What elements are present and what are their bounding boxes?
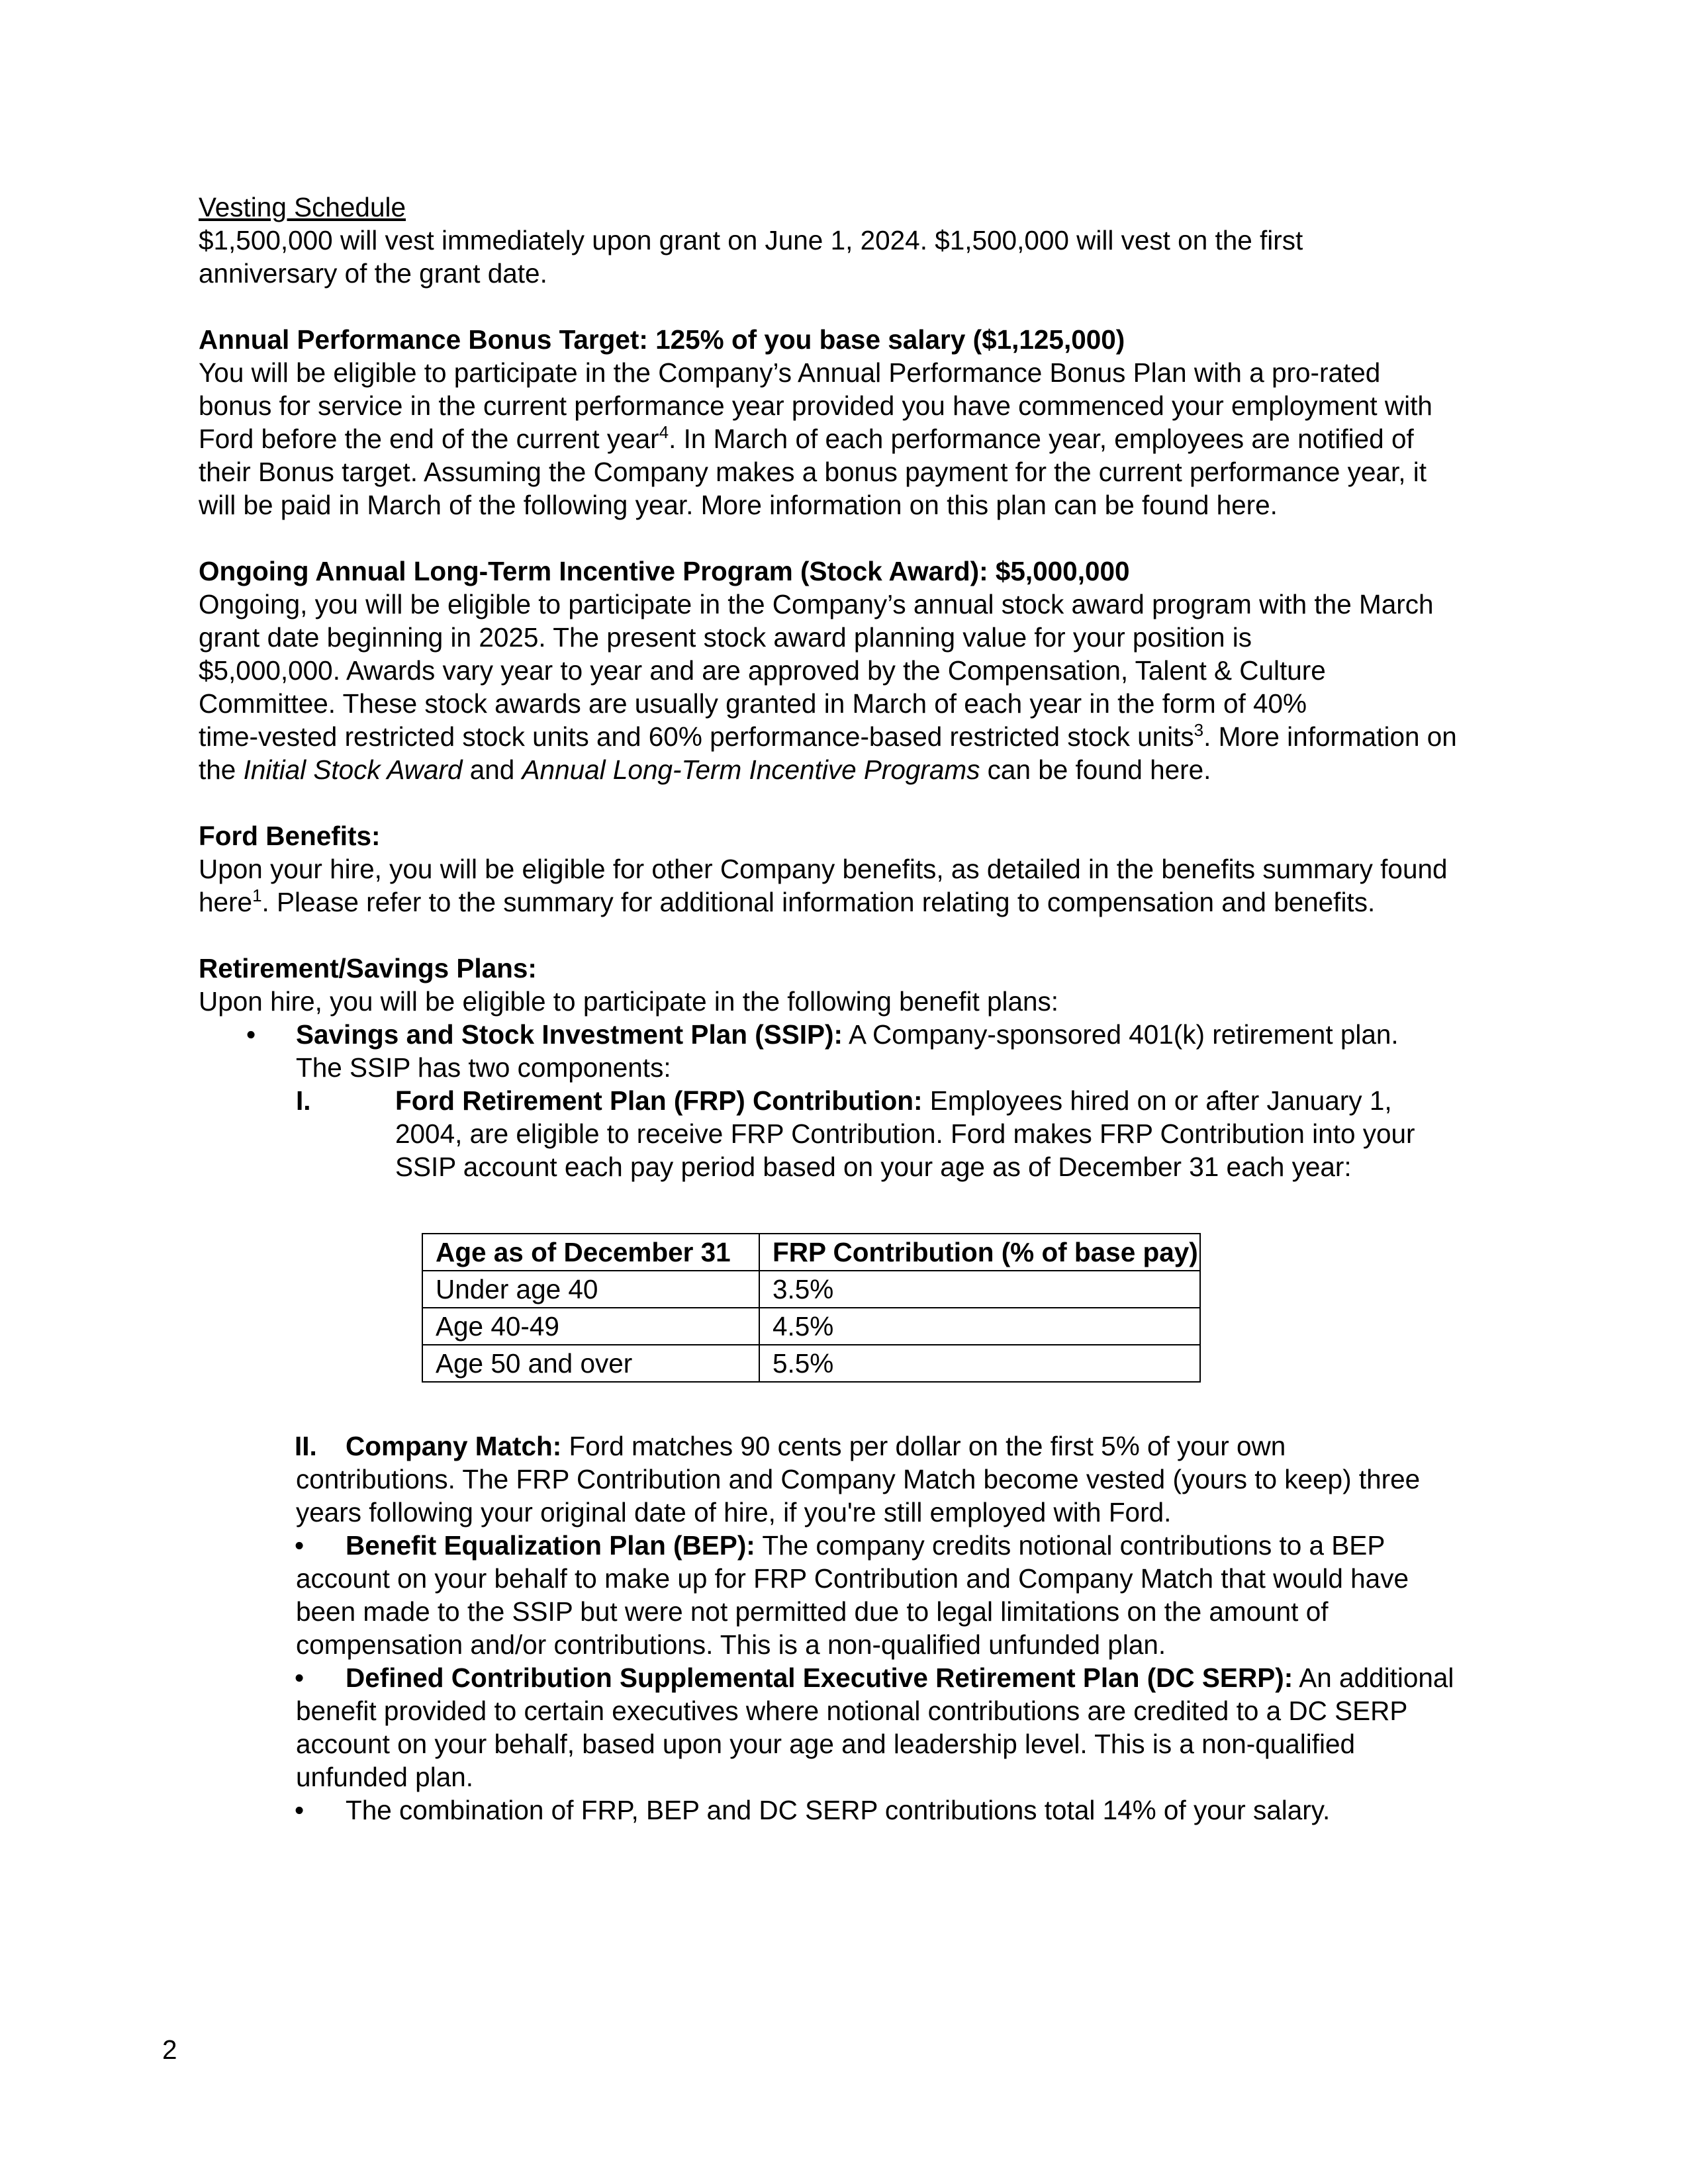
bep-term: Benefit Equalization Plan (BEP): xyxy=(346,1530,755,1561)
table-header-row xyxy=(422,1234,1200,1271)
ltip-line xyxy=(199,720,1509,753)
retirement-heading: Retirement/Savings Plans: xyxy=(199,953,537,983)
ltip-text: time-vested restricted stock units and 60% performance-based restricted stock units xyxy=(199,721,1194,752)
bonus-heading: Annual Performance Bonus Target: 125% of you base salary ($1,125,000) xyxy=(199,324,1125,355)
retirement-section xyxy=(199,952,1509,1018)
serp-line: unfunded plan. xyxy=(296,1762,473,1792)
footnote-ref-3: 3 xyxy=(1194,720,1204,740)
bonus-line: their Bonus target. Assuming the Company makes a bonus payment for the current performance year, it xyxy=(199,457,1427,487)
frp-item xyxy=(395,1084,1509,1183)
frp-contribution-table xyxy=(422,1233,1201,1383)
retirement-intro: Upon hire, you will be eligible to participate in the following benefit plans: xyxy=(199,986,1059,1017)
benefits-heading: Ford Benefits: xyxy=(199,821,381,851)
frp-text: Employees hired on or after January 1, xyxy=(922,1085,1392,1116)
table-header-cell: FRP Contribution (% of base pay) xyxy=(759,1234,1200,1271)
bep-line: account on your behalf to make up for FRP Contribution and Company Match that would have xyxy=(296,1563,1409,1594)
bep-line: compensation and/or contributions. This is a non-qualified unfunded plan. xyxy=(296,1629,1166,1660)
match-line: years following your original date of hire, if you're still employed with Ford. xyxy=(296,1497,1172,1527)
ssip-item xyxy=(296,1018,1509,1084)
frp-term: Ford Retirement Plan (FRP) Contribution: xyxy=(395,1085,923,1116)
frp-line: 2004, are eligible to receive FRP Contribution. Ford makes FRP Contribution into your xyxy=(395,1118,1415,1149)
match-line: contributions. The FRP Contribution and Company Match become vested (yours to keep) three xyxy=(296,1464,1421,1494)
serp-term: Defined Contribution Supplemental Executive Retirement Plan (DC SERP): xyxy=(346,1662,1293,1693)
table-header-cell: Age as of December 31 xyxy=(422,1234,759,1271)
bullet-icon: • xyxy=(246,1019,256,1050)
bonus-line: bonus for service in the current performance year provided you have commenced your employment with xyxy=(199,390,1432,421)
serp-item xyxy=(296,1694,1509,1794)
bep-line: been made to the SSIP but were not permitted due to legal limitations on the amount of xyxy=(296,1596,1329,1627)
vesting-heading: Vesting Schedule xyxy=(199,192,406,222)
bonus-line xyxy=(199,422,1509,455)
table-cell: Age 50 and over xyxy=(422,1345,759,1382)
table-cell: Under age 40 xyxy=(422,1271,759,1308)
table-cell: 3.5% xyxy=(759,1271,1200,1308)
bonus-section xyxy=(199,323,1509,522)
benefits-line xyxy=(199,886,1509,919)
benefits-text: . Please refer to the summary for additional information relating to compensation and benefits. xyxy=(261,887,1376,917)
bonus-line: You will be eligible to participate in the Company’s Annual Performance Bonus Plan with a pro-rated xyxy=(199,357,1381,388)
benefits-text: here xyxy=(199,887,253,917)
bep-line xyxy=(346,1529,1509,1562)
match-numeral: II. xyxy=(295,1431,317,1461)
bullet-icon: • xyxy=(295,1662,305,1693)
ltip-line xyxy=(199,753,1509,786)
ltip-text: . More information on xyxy=(1203,721,1457,752)
ltip-line: Committee. These stock awards are usually granted in March of each year in the form of 40% xyxy=(199,688,1307,719)
footnote-ref-1: 1 xyxy=(252,886,262,905)
table-cell: 4.5% xyxy=(759,1308,1200,1345)
bep-text: The company credits notional contributions to a BEP xyxy=(755,1530,1385,1561)
benefits-section xyxy=(199,819,1509,919)
vesting-section xyxy=(199,191,1509,290)
serp-text: An additional xyxy=(1293,1662,1454,1693)
serp-line xyxy=(346,1661,1524,1694)
total-contribution-line: The combination of FRP, BEP and DC SERP contributions total 14% of your salary. xyxy=(346,1795,1331,1825)
ssip-text: A Company-sponsored 401(k) retirement plan. xyxy=(842,1019,1399,1050)
match-text: Ford matches 90 cents per dollar on the first 5% of your own xyxy=(561,1431,1286,1461)
bonus-text: Ford before the end of the current year xyxy=(199,424,659,454)
initial-stock-award-term: Initial Stock Award xyxy=(243,754,463,785)
bullet-icon: • xyxy=(295,1795,305,1825)
serp-line: benefit provided to certain executives where notional contributions are credited to a DC SERP xyxy=(296,1696,1408,1726)
serp-line: account on your behalf, based upon your age and leadership level. This is a non-qualified xyxy=(296,1729,1356,1759)
bonus-text: . In March of each performance year, employees are notified of xyxy=(669,424,1414,454)
bonus-line: will be paid in March of the following year. More information on this plan can be found here. xyxy=(199,490,1278,520)
frp-line xyxy=(395,1084,1509,1117)
benefits-line: Upon your hire, you will be eligible for other Company benefits, as detailed in the benefits summary found xyxy=(199,854,1448,884)
footnote-ref-4: 4 xyxy=(659,422,669,442)
ssip-term: Savings and Stock Investment Plan (SSIP): xyxy=(296,1019,843,1050)
ltip-text: and xyxy=(462,754,522,785)
table-row xyxy=(422,1308,1200,1345)
match-line xyxy=(346,1430,1509,1463)
page-number: 2 xyxy=(162,2034,177,2065)
table-row xyxy=(422,1271,1200,1308)
ltip-line: $5,000,000. Awards vary year to year and are approved by the Compensation, Talent & Culture xyxy=(199,655,1326,686)
ltip-heading: Ongoing Annual Long-Term Incentive Program (Stock Award): $5,000,000 xyxy=(199,556,1130,586)
table-cell: 5.5% xyxy=(759,1345,1200,1382)
ltip-line: Ongoing, you will be eligible to participate in the Company’s annual stock award program with the March xyxy=(199,589,1434,619)
match-term: Company Match: xyxy=(346,1431,562,1461)
frp-line: SSIP account each pay period based on your age as of December 31 each year: xyxy=(395,1152,1352,1182)
ltip-text: the xyxy=(199,754,244,785)
bep-item xyxy=(296,1562,1509,1661)
ltip-line: grant date beginning in 2025. The present stock award planning value for your position is xyxy=(199,622,1252,653)
vesting-line: $1,500,000 will vest immediately upon grant on June 1, 2024. $1,500,000 will vest on the first xyxy=(199,225,1303,255)
ssip-line xyxy=(296,1018,1509,1051)
annual-ltip-term: Annual Long-Term Incentive Programs xyxy=(522,754,980,785)
bullet-icon: • xyxy=(295,1530,305,1561)
frp-numeral: I. xyxy=(296,1085,311,1116)
ssip-line: The SSIP has two components: xyxy=(296,1052,671,1083)
table-cell: Age 40-49 xyxy=(422,1308,759,1345)
match-item xyxy=(296,1463,1509,1529)
table-row xyxy=(422,1345,1200,1382)
vesting-line: anniversary of the grant date. xyxy=(199,258,547,289)
ltip-text: can be found here. xyxy=(980,754,1211,785)
ltip-section xyxy=(199,555,1509,786)
